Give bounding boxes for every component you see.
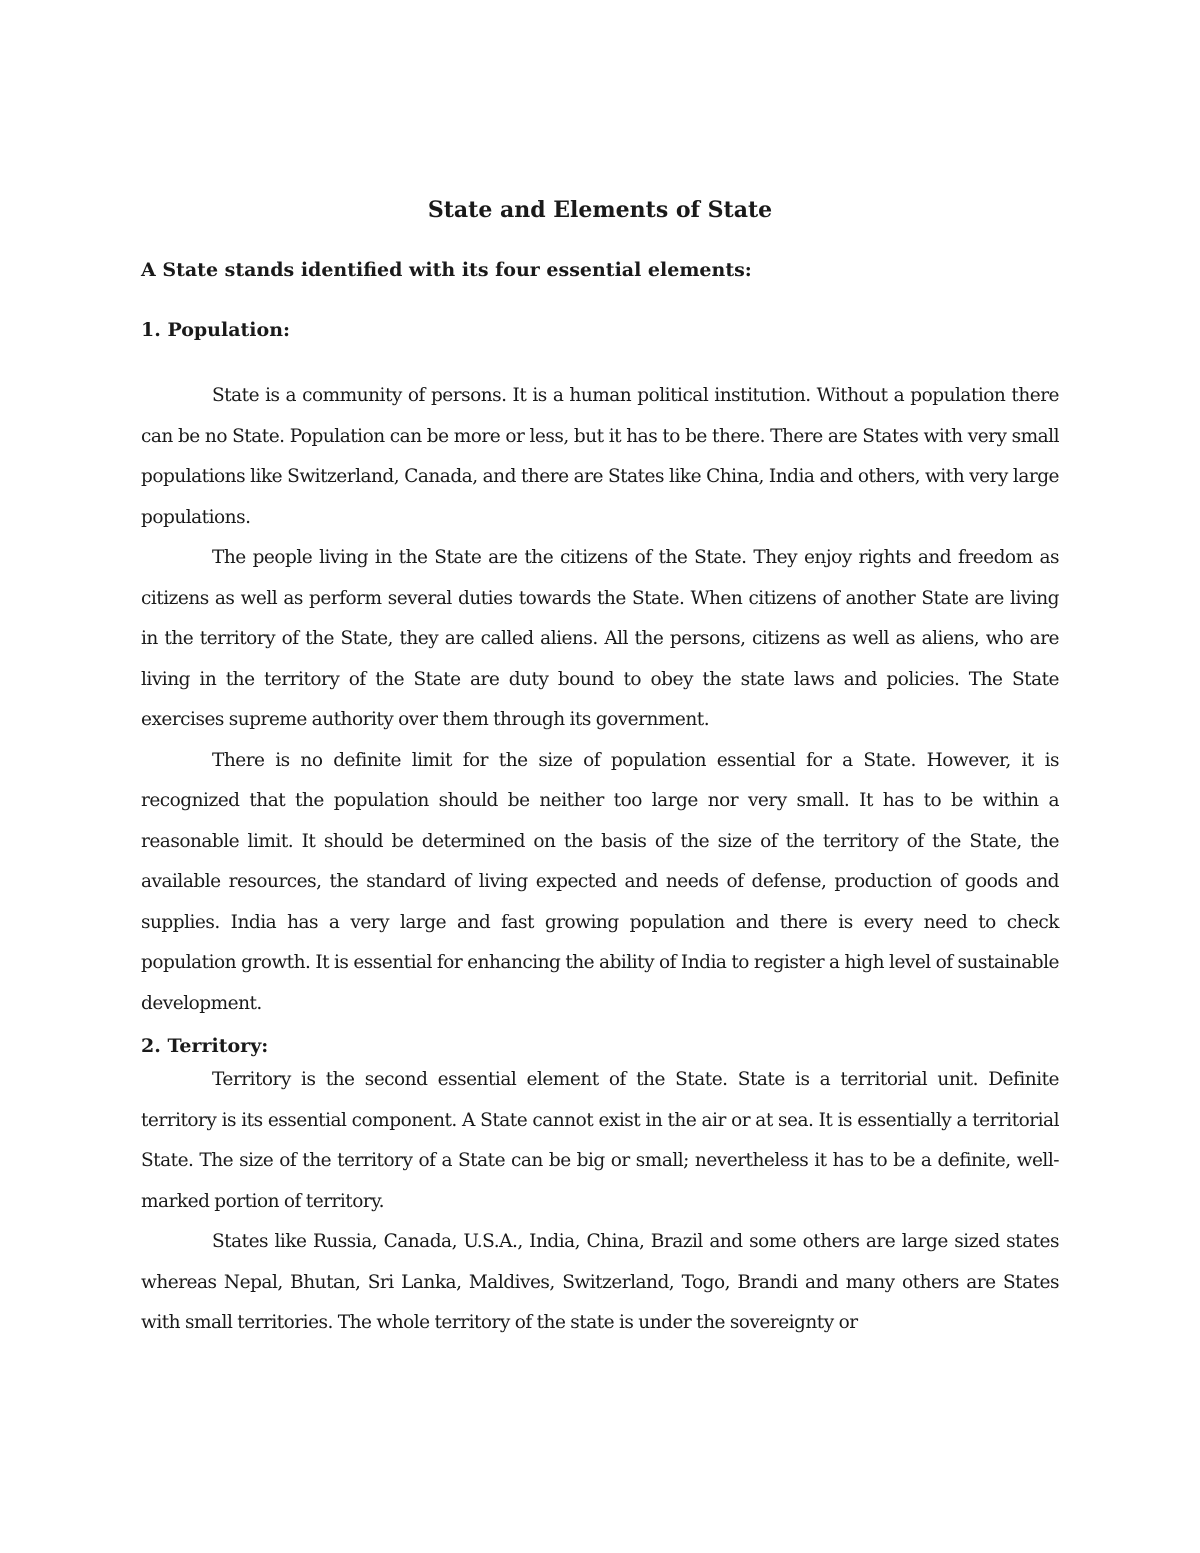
document-body xyxy=(141,190,1059,1344)
population-paragraph-3: There is no definite limit for the size of population essential for a State. However, it is recognized that the population should be neither too large nor very small. It has to be within a reasonable limit. It should be determined on the basis of the size of the territory of the State, the available resources, the standard of living expected and needs of defense, production of goods and supplies. India has a very large and fast growing population and there is every need to check population growth. It is essential for enhancing the ability of India to register a high level of sustainable development. xyxy=(141,749,1059,1014)
document-title: State and Elements of State xyxy=(427,197,773,223)
section-heading-territory: 2. Territory: xyxy=(141,1035,269,1057)
intro-statement: A State stands identified with its four essential elements: xyxy=(141,259,752,281)
section-heading-population: 1. Population: xyxy=(141,319,291,341)
section-territory xyxy=(141,1032,1059,1344)
population-paragraph-1: State is a community of persons. It is a human political institution. Without a population there can be no State. Population can be more or less, but it has to be there. There are States with very small populations like Switzerland, Canada, and there are States like China, India and others, with very large populations. xyxy=(141,385,1059,528)
territory-paragraph-1: Territory is the second essential element of the State. State is a territorial unit. Definite territory is its essential component. A State cannot exist in the air or at sea. It is essentially a territorial State. The size of the territory of a State can be big or small; nevertheless it has to be a definite, well-marked portion of territory. xyxy=(141,1069,1059,1212)
section-population xyxy=(141,316,1059,1024)
territory-paragraph-2: States like Russia, Canada, U.S.A., India, China, Brazil and some others are large sized states whereas Nepal, Bhutan, Sri Lanka, Maldives, Switzerland, Togo, Brandi and many others are States with small territories. The whole territory of the state is under the sovereignty or xyxy=(141,1231,1059,1333)
population-paragraph-2: The people living in the State are the citizens of the State. They enjoy rights and freedom as citizens as well as perform several duties towards the State. When citizens of another State are living in the territory of the State, they are called aliens. All the persons, citizens as well as aliens, who are living in the territory of the State are duty bound to obey the state laws and policies. The State exercises supreme authority over them through its government. xyxy=(141,547,1059,730)
